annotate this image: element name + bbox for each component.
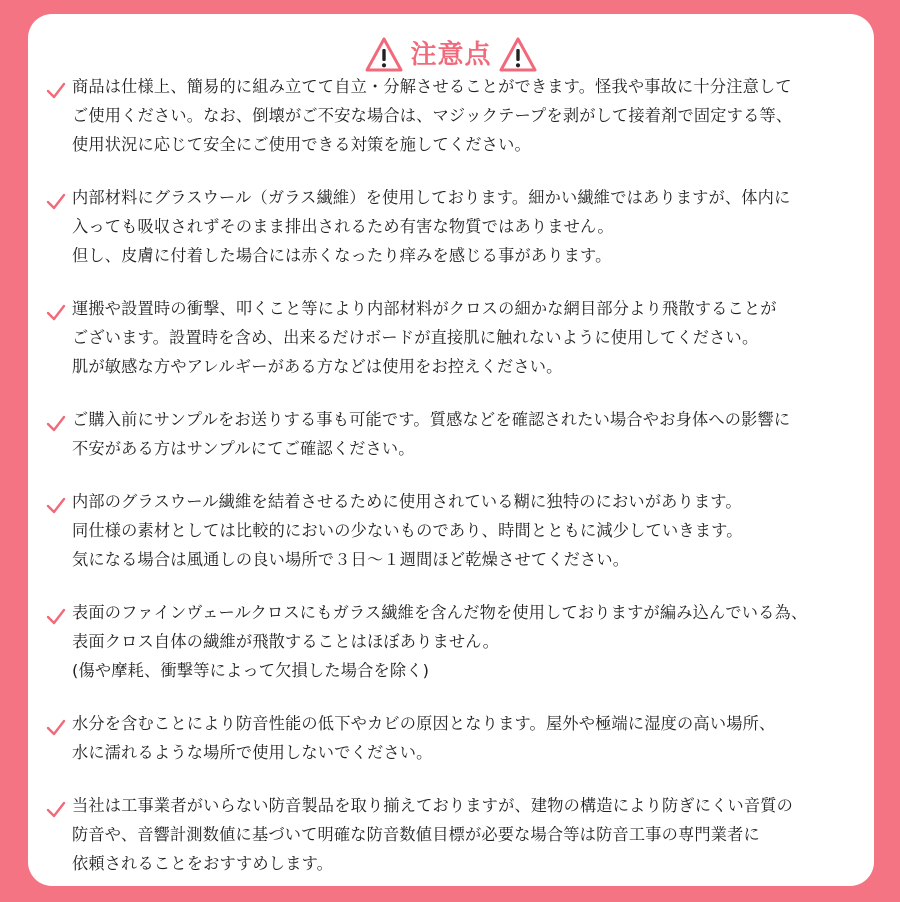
notice-text-line: 当社は工事業者がいらない防音製品を取り揃えておりますが、建物の構造により防ぎにくい音質の — [72, 796, 794, 815]
notice-text-line: 依頼されることをおすすめします。 — [72, 854, 334, 873]
notice-item — [28, 294, 874, 381]
notice-item — [28, 709, 874, 767]
checkmark-icon — [46, 415, 66, 433]
notice-card — [28, 14, 874, 886]
notice-text-line: 表面のファインヴェールクロスにもガラス繊維を含んだ物を使用しておりますが編み込んでいる為、 — [72, 603, 808, 622]
notice-text-line: ご使用ください。なお、倒壊がご不安な場合は、マジックテープを剥がして接着剤で固定する等、 — [72, 106, 793, 125]
checkmark-icon — [46, 801, 66, 819]
notice-item — [28, 487, 874, 574]
notice-text-line: 水に濡れるような場所で使用しないでください。 — [72, 743, 433, 762]
notice-text-line: 商品は仕様上、簡易的に組み立てて自立・分解させることができます。怪我や事故に十分注意して — [72, 77, 792, 96]
notice-text-line: 気になる場合は風通しの良い場所で３日〜１週間ほど乾燥させてください。 — [72, 550, 630, 569]
checkmark-icon — [46, 497, 66, 515]
notice-text-line: (傷や摩耗、衝撃等によって欠損した場合を除く) — [72, 661, 430, 680]
notice-text-line: 水分を含むことにより防音性能の低下やカビの原因となります。屋外や極端に湿度の高い場所、 — [72, 714, 776, 733]
notice-item — [28, 72, 874, 159]
notice-text-line: 肌が敏感な方やアレルギーがある方などは使用をお控えください。 — [72, 357, 563, 376]
notice-text-line: ご購入前にサンプルをお送りする事も可能です。質感などを確認されたい場合やお身体への影響に — [72, 410, 791, 429]
notice-item — [28, 791, 874, 878]
notice-text-line: 不安がある方はサンプルにてご確認ください。 — [72, 439, 415, 458]
notice-list — [28, 72, 874, 902]
notice-item — [28, 405, 874, 463]
notice-text-line: 運搬や設置時の衝撃、叩くこと等により内部材料がクロスの細かな網目部分より飛散することが — [72, 299, 777, 318]
checkmark-icon — [46, 608, 66, 626]
checkmark-icon — [46, 82, 66, 100]
notice-text-line: 防音や、音響計測数値に基づいて明確な防音数値目標が必要な場合等は防音工事の専門業者に — [72, 825, 760, 844]
notice-text-line: 同仕様の素材としては比較的においの少ないものであり、時間とともに減少していきます。 — [72, 521, 743, 540]
warning-triangle-icon — [364, 36, 404, 74]
checkmark-icon — [46, 719, 66, 737]
notice-item — [28, 598, 874, 685]
notice-text-line: 内部のグラスウール繊維を結着させるために使用されている糊に独特のにおいがあります。 — [72, 492, 742, 511]
checkmark-icon — [46, 193, 66, 211]
notice-text-line: 入っても吸収されずそのまま排出されるため有害な物質ではありません。 — [72, 217, 614, 236]
notice-item — [28, 183, 874, 270]
checkmark-icon — [46, 304, 66, 322]
notice-text-line: 使用状況に応じて安全にご使用できる対策を施してください。 — [72, 135, 531, 154]
notice-text-line: 但し、皮膚に付着した場合には赤くなったり痒みを感じる事があります。 — [72, 246, 612, 265]
notice-text-line: 表面クロス自体の繊維が飛散することはほぼありません。 — [72, 632, 500, 651]
page-title: 注意点 — [410, 40, 492, 70]
notice-text-line: 内部材料にグラスウール（ガラス繊維）を使用しております。細かい繊維ではありますが、体内に — [72, 188, 791, 207]
warning-triangle-icon — [498, 36, 538, 74]
notice-text-line: ございます。設置時を含め、出来るだけボードが直接肌に触れないように使用してください。 — [72, 328, 759, 347]
